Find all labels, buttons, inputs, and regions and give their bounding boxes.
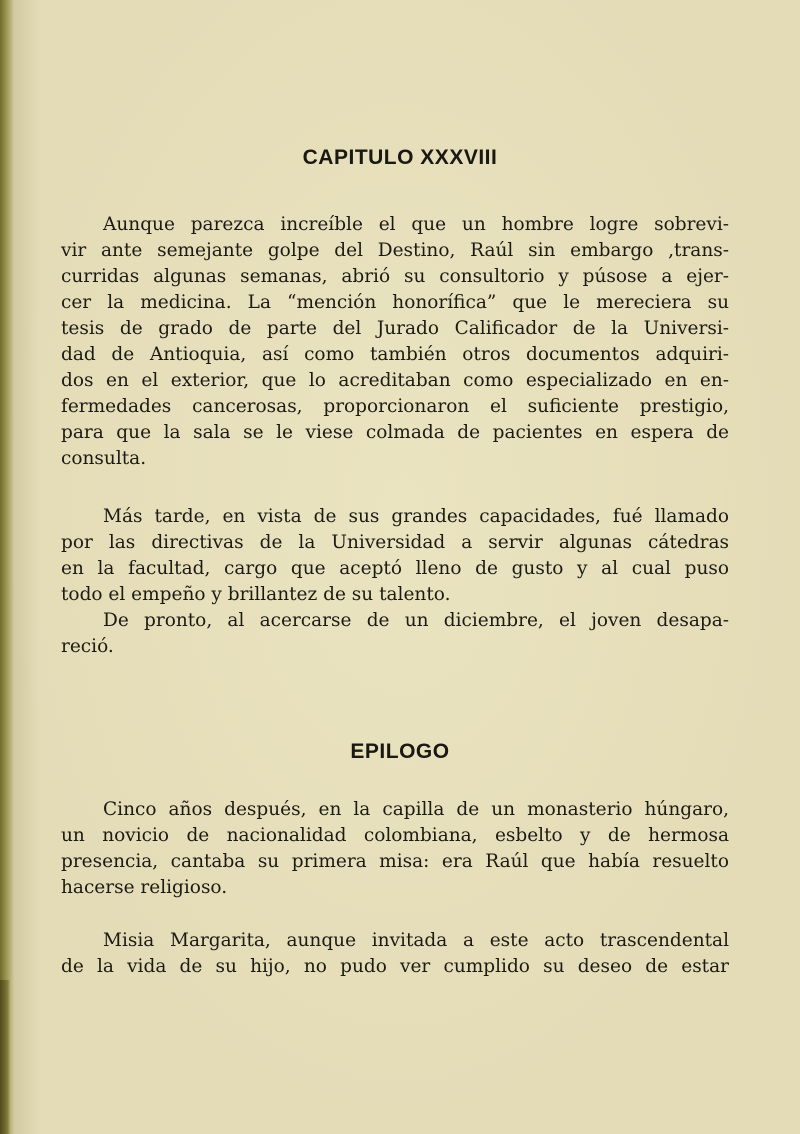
text-line: De pronto, al acercarse de un diciembre, el joven desapa-	[103, 610, 729, 631]
epilogue-paragraph-2	[61, 928, 729, 980]
text-line: curridas algunas semanas, abrió su consultorio y púsose a ejer-	[61, 266, 729, 287]
text-line: Aunque parezca increíble el que un hombre logre sobrevi-	[103, 214, 729, 235]
text-line: cer la medicina. La “mención honorífica” que le mereciera su	[61, 292, 729, 313]
chapter-paragraph-1	[61, 212, 729, 472]
text-line: dos en el exterior, que lo acreditaban como especializado en en-	[61, 370, 729, 391]
chapter-paragraph-2	[61, 504, 729, 660]
text-line: para que la sala se le viese colmada de pacientes en espera de	[61, 422, 729, 443]
text-line: Más tarde, en vista de sus grandes capacidades, fué llamado	[103, 506, 729, 527]
text-line: consulta.	[61, 448, 147, 469]
text-line: vir ante semejante golpe del Destino, Raúl sin embargo ,trans-	[61, 240, 729, 261]
text-line: hacerse religioso.	[61, 877, 228, 898]
chapter-title: CAPITULO XXXVIII	[302, 146, 498, 169]
text-line: en la facultad, cargo que aceptó lleno de gusto y al cual puso	[61, 558, 729, 579]
text-line: dad de Antioquia, así como también otros documentos adquiri-	[61, 344, 729, 365]
text-line: tesis de grado de parte del Jurado Calificador de la Universi-	[61, 318, 729, 339]
text-line: reció.	[61, 636, 114, 657]
text-line: todo el empeño y brillantez de su talento.	[61, 584, 451, 605]
text-line: un novicio de nacionalidad colombiana, esbelto y de hermosa	[61, 825, 729, 846]
text-line: por las directivas de la Universidad a servir algunas cátedras	[61, 532, 729, 553]
page-edge-shadow-bottom	[0, 980, 10, 1134]
text-line: fermedades cancerosas, proporcionaron el suficiente prestigio,	[61, 396, 729, 417]
text-line: Misia Margarita, aunque invitada a este acto trascendental	[103, 930, 729, 951]
epilogue-paragraph-1	[61, 797, 729, 901]
epilogue-title: EPILOGO	[350, 740, 450, 763]
page-edge-shadow	[0, 0, 14, 1134]
text-line: de la vida de su hijo, no pudo ver cumplido su deseo de estar	[61, 956, 729, 977]
text-line: presencia, cantaba su primera misa: era Raúl que había resuelto	[61, 851, 729, 872]
text-line: Cinco años después, en la capilla de un monasterio húngaro,	[103, 799, 729, 820]
